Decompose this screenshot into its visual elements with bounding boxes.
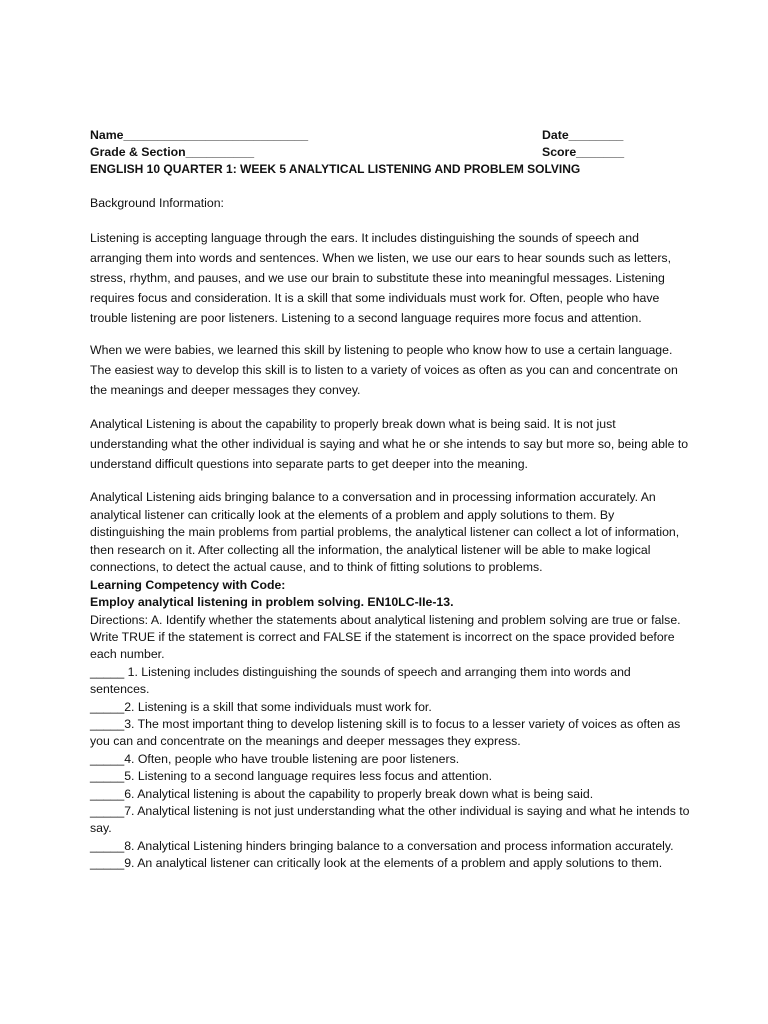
background-label: Background Information: — [90, 196, 224, 210]
date-field-label: Date________ — [542, 128, 624, 142]
list-item: _____8. Analytical Listening hinders bringing balance to a conversation and process information accurately. — [90, 838, 674, 853]
paragraph-analytical-listening: Analytical Listening is about the capability to properly break down what is being said. It is not just understanding what the other individual is saying and what he or she intends to say but more so, being able to understand difficult questions into separate parts to get deeper into the meaning. — [90, 417, 689, 471]
list-item: _____3. The most important thing to develop listening skill is to focus to a lesser variety of voices as often as you can and concentrate on the meanings and deeper messages they express. — [90, 716, 681, 749]
name-field-label: Name___________________________ — [90, 128, 309, 142]
paragraph-babies: When we were babies, we learned this skill by listening to people who know how to use a certain language. The easiest way to develop this skill is to listen to a variety of voices as often as you can and concentrate on the meanings and deeper messages they convey. — [90, 343, 678, 397]
directions-text: Directions: A. Identify whether the statements about analytical listening and problem solving are true or false. Write TRUE if the statement is correct and FALSE if the statement is incorrect on the space provided before each number. — [90, 612, 681, 662]
header-row-2 — [90, 144, 690, 161]
list-item: _____5. Listening to a second language requires less focus and attention. — [90, 769, 492, 784]
grade-section-field-label: Grade & Section__________ — [90, 145, 255, 159]
list-item: _____2. Listening is a skill that some individuals must work for. — [90, 699, 432, 714]
worksheet-page — [90, 127, 690, 873]
header-row-1 — [90, 127, 690, 144]
list-item: _____7. Analytical listening is not just understanding what the other individual is saying and what he intends to say. — [90, 803, 690, 836]
list-item: _____6. Analytical listening is about the capability to properly break down what is being said. — [90, 786, 594, 801]
worksheet-title: ENGLISH 10 QUARTER 1: WEEK 5 ANALYTICAL LISTENING AND PROBLEM SOLVING — [90, 162, 581, 176]
competency-text: Employ analytical listening in problem solving. EN10LC-IIe-13. — [90, 595, 454, 609]
paragraph-analytical-listener: Analytical Listening aids bringing balance to a conversation and in processing information accurately. An analytical listener can critically look at the elements of a problem and apply solutions to them. By distinguishing the main problems from partial problems, the analytical listener can collect a lot of information, then research on it. After collecting all the information, the analytical listener will be able to make logical connections, to detect the actual cause, and to think of fitting solutions to problems. — [90, 490, 680, 574]
list-item: _____4. Often, people who have trouble listening are poor listeners. — [90, 751, 460, 766]
list-item: _____ 1. Listening includes distinguishing the sounds of speech and arranging them into words and sentences. — [90, 664, 631, 697]
competency-heading: Learning Competency with Code: — [90, 577, 286, 592]
paragraph-listening: Listening is accepting language through the ears. It includes distinguishing the sounds of speech and arranging them into words and sentences. When we listen, we use our ears to hear sounds such as letters, stress, rhythm, and pauses, and we use our brain to substitute these into meaningful messages. Listening requires focus and consideration. It is a skill that some individuals must work for. Often, people who have trouble listening are poor listeners. Listening to a second language requires more focus and attention. — [90, 231, 671, 325]
score-field-label: Score_______ — [542, 145, 625, 159]
list-item: _____9. An analytical listener can critically look at the elements of a problem and apply solutions to them. — [90, 856, 663, 871]
directions-block — [90, 612, 690, 873]
